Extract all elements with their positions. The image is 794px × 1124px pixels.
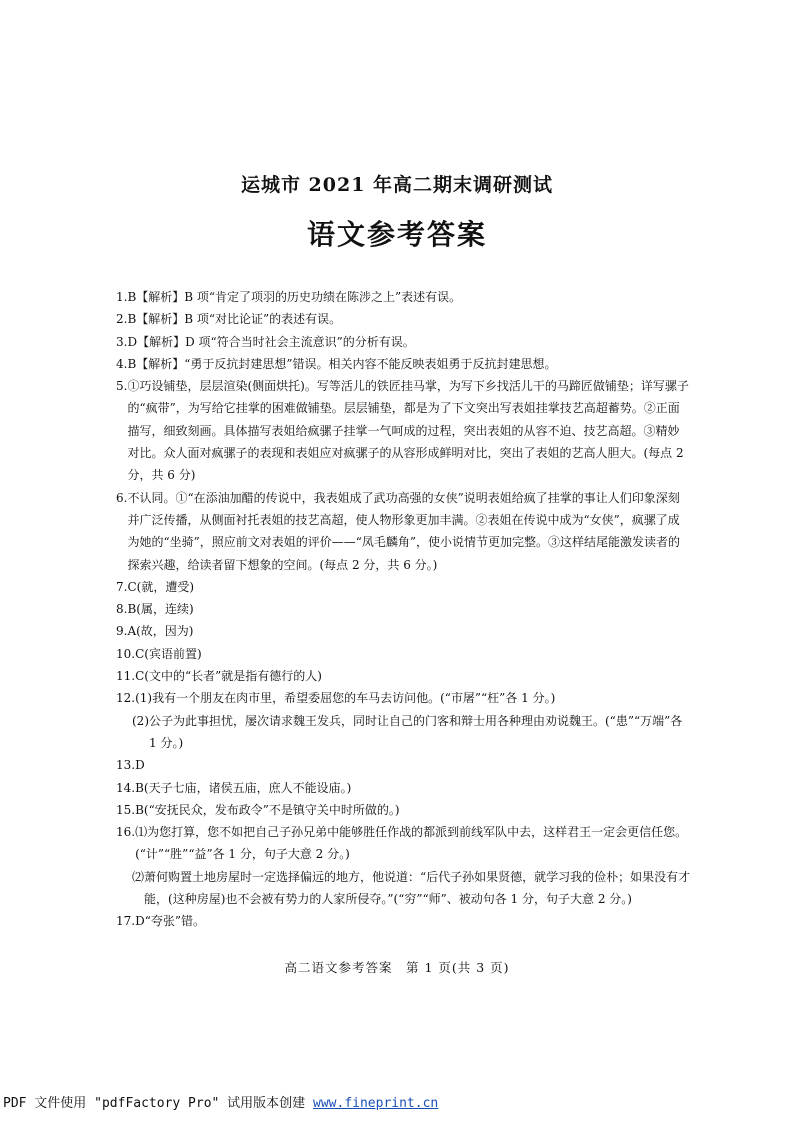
answer-text: D	[135, 758, 145, 773]
pdf-note-text: PDF 文件使用 "pdfFactory Pro" 试用版本创建	[3, 1096, 314, 1111]
exam-title: 运城市 2021 年高二期末调研测试	[240, 174, 554, 196]
answer-number: 6.	[116, 490, 128, 505]
answer-text: C(就，遭受)	[127, 579, 194, 594]
answer-number: 5.	[116, 379, 128, 394]
answer-number: 12.	[116, 691, 136, 706]
answer-text: 不认同。①“在添油加醋的传说中，我表姐成了武功高强的女侠”说明表姐给疯了挂掌的事让人们印象深刻并广泛传播，从侧面衬托表姐的技艺高超，使人物形象更加丰满。②表姐在传说中成为“女侠”，疯骡了成为她的“坐骑”，照应前文对表姐的评价——“凤毛麟角”，使小说情节更加完整。③这样结尾能激发读者的探索兴趣，给读者留下想象的空间。(每点 2 分，共 6 分。)	[127, 490, 680, 572]
answer-number: 17.	[116, 914, 136, 929]
answer-item	[116, 799, 691, 821]
answer-item	[116, 821, 691, 866]
answer-item	[116, 331, 691, 353]
answer-number: 9.	[116, 624, 128, 639]
answer-subitem	[116, 866, 691, 911]
answer-text: D“夸张”错。	[135, 914, 205, 929]
answer-item	[116, 620, 691, 642]
pdf-watermark-note	[3, 1092, 438, 1111]
answer-text: B(属，连续)	[127, 602, 194, 617]
answer-number: 3.	[116, 334, 128, 349]
answer-number: 8.	[116, 602, 128, 617]
answer-number: 11.	[116, 669, 136, 684]
subitem-text: 萧何购置土地房屋时一定选择偏远的地方，他说道：“后代子孙如果贤德，就学习我的俭朴；如果没有才能，(这种房屋)也不会被有势力的人家所侵夺。”(“穷”“师”、被动句各 1 分，句子大意 2 分。)	[144, 869, 691, 907]
answer-number: 13.	[116, 758, 136, 773]
answer-text: C(文中的“长者”就是指有德行的人)	[135, 669, 322, 684]
answer-subitem	[116, 710, 691, 755]
answer-item	[116, 910, 691, 932]
answer-key-heading: 语文参考答案	[306, 218, 487, 251]
answer-number: 7.	[116, 579, 128, 594]
answer-number: 4.	[116, 356, 128, 371]
answer-item	[116, 576, 691, 598]
answer-text: B【解析】B 项“肯定了项羽的历史功绩在陈涉之上”表述有误。	[127, 290, 462, 304]
answer-item	[116, 598, 691, 620]
answer-number: 10.	[116, 646, 136, 661]
answer-text: B(“安抚民众，发布政令”不是镇守关中时所做的。)	[135, 802, 400, 817]
answer-number: 16.	[116, 825, 136, 840]
answer-text: B【解析】B 项“对比论证”的表述有误。	[127, 312, 342, 327]
subitem-text: 公子为此事担忧，屡次请求魏王发兵，同时让自己的门客和辩士用各种理由劝说魏王。(“患”“万端”各 1 分。)	[149, 713, 683, 750]
answer-item	[116, 665, 691, 687]
answer-item	[116, 375, 691, 486]
answer-item	[116, 308, 691, 330]
answer-text: ⑴为您打算，您不如把自己子孙兄弟中能够胜任作战的都派到前线军队中去，这样君王一定会更信任您。(“计”“胜”“益”各 1 分，句子大意 2 分。)	[135, 825, 688, 862]
answer-text: C(宾语前置)	[135, 646, 202, 661]
answer-text: (1)我有一个朋友在肉市里，希望委屈您的车马去访问他。(“市屠”“枉”各 1 分。)	[135, 691, 556, 706]
subitem-marker: ⑵	[132, 869, 145, 884]
answer-item	[116, 777, 691, 799]
answer-text: B【解析】“勇于反抗封建思想”错误。相关内容不能反映表姐勇于反抗封建思想。	[127, 356, 557, 371]
answer-item	[116, 353, 691, 375]
answer-number: 2.	[116, 312, 128, 327]
fineprint-link[interactable]: www.fineprint.cn	[313, 1096, 439, 1111]
answer-text: D【解析】D 项“符合当时社会主流意识”的分析有误。	[127, 334, 415, 349]
answer-item	[116, 286, 691, 308]
page-footer: 高二语文参考答案 第 1 页(共 3 页)	[284, 960, 510, 975]
answer-item	[116, 487, 691, 576]
answer-number: 1.	[116, 290, 128, 304]
answer-number: 15.	[116, 802, 136, 817]
answer-text: B(天子七庙，诸侯五庙，庶人不能设庙。)	[135, 780, 352, 795]
answer-number: 14.	[116, 780, 136, 795]
answer-item	[116, 754, 691, 776]
answer-list	[116, 286, 691, 933]
answer-text: A(故，因为)	[127, 624, 194, 639]
answer-text: ①巧设铺垫，层层渲染(侧面烘托)。写等活儿的铁匠挂马掌，为写下乡找活儿干的马蹄匠做铺垫；详写骡子的“疯带”，为写给它挂掌的困难做铺垫。层层铺垫，都是为了下文突出写表姐挂掌技艺高超蓄势。②正面描写，细致刻画。具体描写表姐给疯骡子挂掌一气呵成的过程，突出表姐的从容不迫、技艺高超。③精妙对比。众人面对疯骡子的表现和表姐应对疯骡子的从容形成鲜明对比，突出了表姐的艺高人胆大。(每点 2 分，共 6 分)	[127, 379, 689, 483]
answer-item	[116, 643, 691, 665]
answer-item	[116, 687, 691, 709]
subitem-marker: (2)	[132, 713, 149, 728]
